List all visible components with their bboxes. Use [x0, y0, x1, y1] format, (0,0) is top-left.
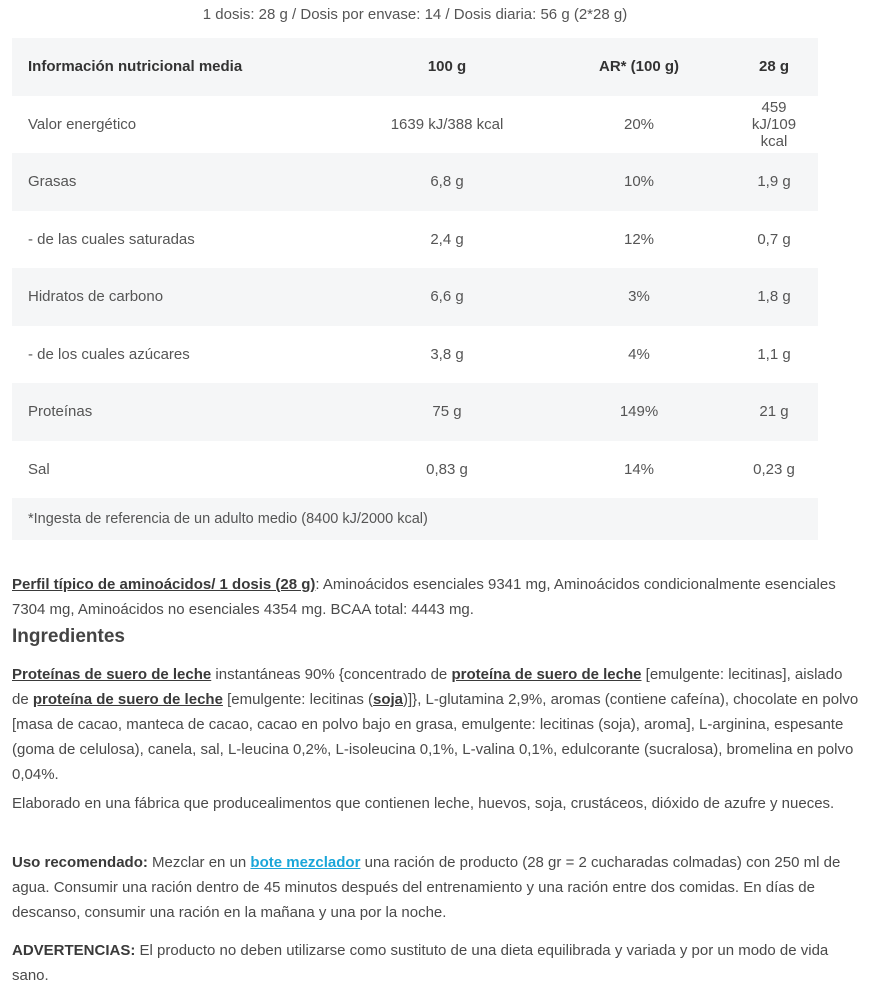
- ingredients-list: [12, 662, 862, 787]
- warnings-label: ADVERTENCIAS:: [12, 942, 136, 959]
- ingredients-text: [emulgente: lecitinas (: [222, 691, 373, 708]
- allergen-whey: Proteínas de suero de leche: [12, 666, 212, 683]
- value-ar: 149%: [548, 383, 730, 441]
- value-100g: 2,4 g: [430, 230, 464, 248]
- value-28g: 459 kJ/109 kcal: [751, 98, 797, 150]
- amino-text: : Aminoácidos esenciales 9341 mg, Aminoácidos condicionalmente esenciales 7304 mg, Aminoácidos no esenciales 4354 mg. BCAA total: 4443 mg.: [12, 576, 836, 618]
- value-100g: 75 g: [346, 383, 548, 441]
- allergen-whey: proteína de suero de leche: [451, 666, 642, 683]
- allergen-soy: soja: [373, 691, 404, 708]
- table-row: [12, 326, 818, 384]
- value-28g: 0,23 g: [753, 460, 795, 478]
- nutrient-name: Hidratos de carbono: [12, 268, 346, 326]
- amino-label: Perfil típico de aminoácidos/ 1 dosis (28 g): [12, 576, 316, 593]
- table-header-row: [12, 38, 818, 96]
- warnings-section: [12, 938, 862, 988]
- value-100g: 0,83 g: [426, 460, 468, 478]
- nutrient-name: Sal: [28, 460, 50, 478]
- table-row: [12, 96, 818, 154]
- table-row: [12, 268, 818, 326]
- amino-profile: [12, 572, 862, 622]
- usage-label: Uso recomendado:: [12, 854, 148, 871]
- dose-info: 1 dosis: 28 g / Dosis por envase: 14 / Dosis diaria: 56 g (2*28 g): [202, 6, 628, 23]
- table-row: [12, 383, 818, 441]
- header-cell: AR* (100 g): [548, 38, 730, 96]
- value-100g: 1639 kJ/388 kcal: [390, 115, 504, 133]
- value-28g: 0,7 g: [757, 230, 791, 248]
- table-row: [12, 441, 818, 499]
- ingredients-text: instantáneas 90% {concentrado de: [211, 666, 452, 683]
- ingredients-text: [emulgente: lecitinas], aislado de: [12, 666, 843, 708]
- factory-notice: Elaborado en una fábrica que producealimentos que contienen leche, huevos, soja, crustáceos, dióxido de azufre y nueces.: [12, 795, 835, 812]
- usage-text: Mezclar en un: [147, 854, 251, 871]
- value-100g: 3,8 g: [430, 345, 464, 363]
- value-28g: 21 g: [730, 383, 818, 441]
- reference-intake-note: *Ingesta de referencia de un adulto medio (8400 kJ/2000 kcal): [12, 498, 818, 540]
- value-28g: 1,9 g: [730, 153, 818, 211]
- allergen-whey: proteína de suero de leche: [32, 691, 223, 708]
- table-row: [12, 211, 818, 269]
- table-row: [12, 153, 818, 211]
- value-100g: 6,8 g: [346, 153, 548, 211]
- nutrition-table: [12, 38, 818, 540]
- value-ar: 12%: [623, 230, 655, 248]
- nutrient-name: Valor energético: [28, 115, 137, 133]
- nutrient-name: Grasas: [12, 153, 346, 211]
- usage-text: una ración de producto (28 gr = 2 cucharadas colmadas) con 250 ml de agua. Consumir una ración dentro de 45 minutos después del entrenamiento y una ración entre dos comidas. En días de descanso, consumir una ración en la mañana y una por la noche.: [12, 854, 841, 921]
- warnings-text: El producto no deben utilizarse como sustituto de una dieta equilibrada y variada y por un modo de vida sano.: [12, 942, 829, 984]
- value-28g: 1,1 g: [757, 345, 791, 363]
- ingredients-title: Ingredientes: [12, 626, 125, 647]
- header-cell: Información nutricional media: [12, 38, 346, 96]
- value-ar: 4%: [628, 345, 650, 363]
- value-28g: 1,8 g: [730, 268, 818, 326]
- nutrient-name: - de las cuales saturadas: [28, 230, 195, 248]
- table-note-row: [12, 498, 818, 540]
- value-ar: 20%: [623, 115, 655, 133]
- value-ar: 10%: [548, 153, 730, 211]
- ingredients-text: )]}, L-glutamina 2,9%, aromas (contiene cafeína), chocolate en polvo [masa de cacao, manteca de cacao, cacao en polvo bajo en grasa, emulgente: lecitinas (soja), aroma], L-arginina, espesante (goma de celulosa), canela, sal, L-leucina 0,2%, L-isoleucina 0,1%, L-valina 0,1%, edulcorante (sucralosa), bromelina en polvo 0,04%.: [12, 691, 859, 783]
- value-100g: 6,6 g: [346, 268, 548, 326]
- value-ar: 3%: [548, 268, 730, 326]
- usage-section: [12, 850, 862, 925]
- shaker-link[interactable]: bote mezclador: [250, 854, 361, 871]
- header-cell: 100 g: [346, 38, 548, 96]
- nutrient-name: Proteínas: [12, 383, 346, 441]
- value-ar: 14%: [623, 460, 655, 478]
- header-cell: 28 g: [730, 38, 818, 96]
- nutrient-name: - de los cuales azúcares: [28, 345, 190, 363]
